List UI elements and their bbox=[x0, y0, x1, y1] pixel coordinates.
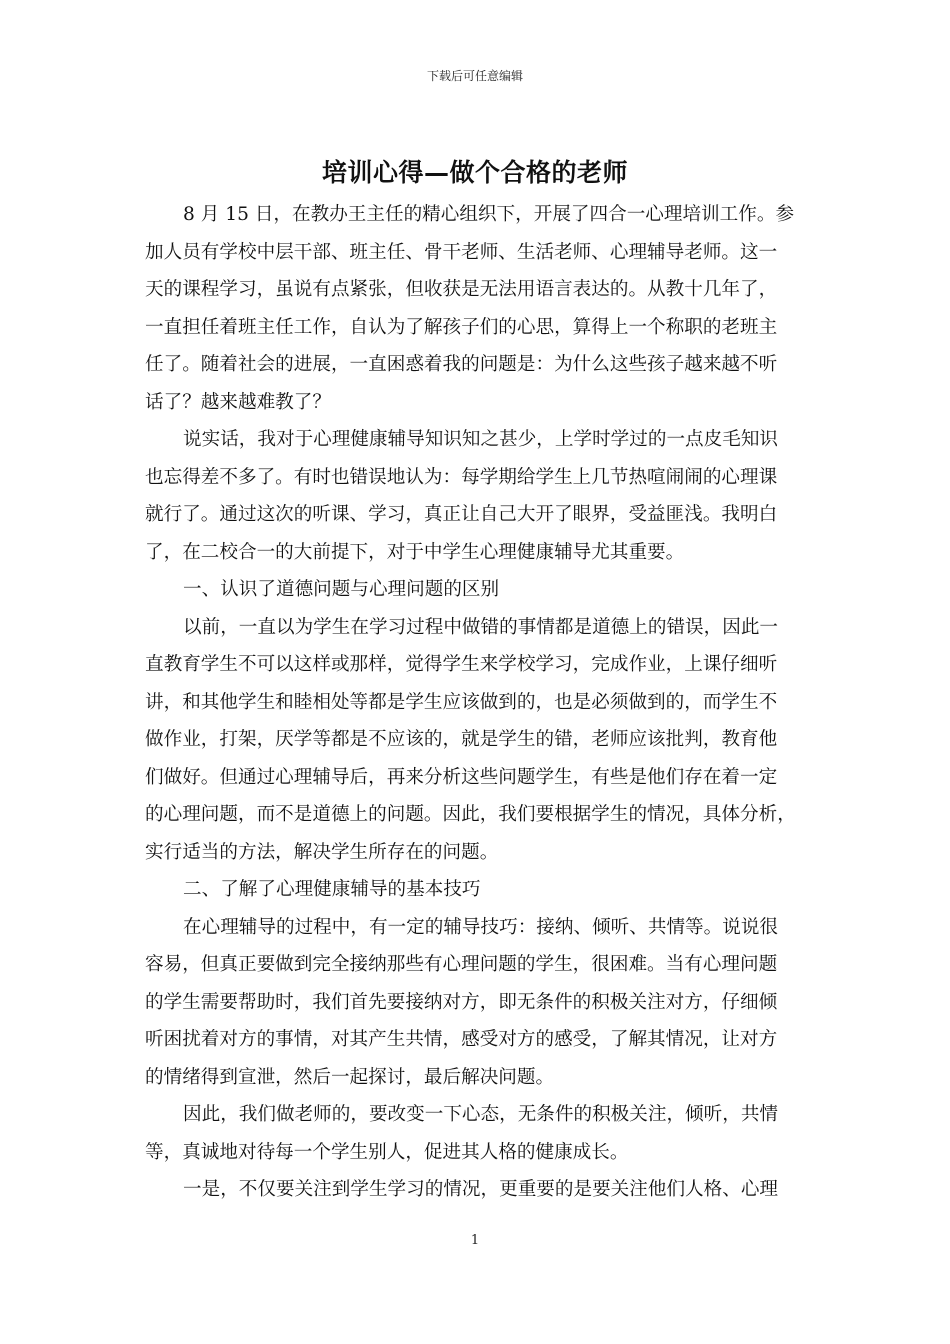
paragraph-line: 们做好。但通过心理辅导后，再来分析这些问题学生，有些是他们存在着一定 bbox=[145, 766, 778, 788]
paragraph-line: 话了？越来越难教了？ bbox=[145, 391, 331, 413]
document-title: 培训心得—做个合格的老师 bbox=[321, 158, 628, 187]
paragraph-line: 的情绪得到宣泄，然后一起探讨，最后解决问题。 bbox=[145, 1066, 555, 1088]
paragraph-line: 一直担任着班主任工作，自认为了解孩子们的心思，算得上一个称职的老班主 bbox=[145, 316, 778, 338]
paragraph-line: 听困扰着对方的事情，对其产生共情，感受对方的感受，了解其情况，让对方 bbox=[145, 1029, 778, 1050]
document-body bbox=[145, 196, 815, 1209]
paragraph-line: 任了。随着社会的进展，一直困惑着我的问题是：为什么这些孩子越来越不听 bbox=[145, 354, 778, 375]
paragraph-line: 实行适当的方法，解决学生所存在的问题。 bbox=[145, 841, 499, 863]
paragraph-line: 了，在二校合一的大前提下，对于中学生心理健康辅导尤其重要。 bbox=[145, 541, 685, 563]
paragraph-line: 容易，但真正要做到完全接纳那些有心理问题的学生，很困难。当有心理问题 bbox=[145, 954, 778, 975]
section-heading: 一、认识了道德问题与心理问题的区别 bbox=[183, 579, 500, 600]
paragraph-line: 天的课程学习，虽说有点紧张，但收获是无法用语言表达的。从教十几年了， bbox=[145, 279, 778, 300]
paragraph-line: 的心理问题，而不是道德上的问题。因此，我们要根据学生的情况，具体分析， bbox=[145, 804, 796, 825]
paragraph-line: 加人员有学校中层干部、班主任、骨干老师、生活老师、心理辅导老师。这一 bbox=[145, 241, 778, 263]
header-note: 下载后可任意编辑 bbox=[426, 69, 523, 83]
page-number: 1 bbox=[470, 1233, 480, 1248]
paragraph-line: 直教育学生不可以这样或那样，觉得学生来学校学习，完成作业，上课仔细听 bbox=[145, 654, 778, 675]
paragraph-line: 在心理辅导的过程中，有一定的辅导技巧：接纳、倾听、共情等。说说很 bbox=[183, 916, 779, 938]
paragraph-line: 一是，不仅要关注到学生学习的情况，更重要的是要关注他们人格、心理 bbox=[183, 1179, 779, 1200]
paragraph-line: 等，真诚地对待每一个学生别人，促进其人格的健康成长。 bbox=[145, 1141, 629, 1163]
paragraph-line: 因此，我们做老师的，要改变一下心态，无条件的积极关注，倾听，共情 bbox=[183, 1104, 779, 1125]
paragraph-line: 说实话，我对于心理健康辅导知识知之甚少，上学时学过的一点皮毛知识 bbox=[183, 429, 779, 450]
paragraph-line: 也忘得差不多了。有时也错误地认为：每学期给学生上几节热喧闹闹的心理课 bbox=[145, 466, 778, 488]
paragraph-line: 讲，和其他学生和睦相处等都是学生应该做到的，也是必须做到的，而学生不 bbox=[145, 691, 778, 713]
paragraph-line: 8 月 15 日，在教办王主任的精心组织下，开展了四合一心理培训工作。参 bbox=[183, 204, 795, 225]
paragraph-line: 就行了。通过这次的听课、学习，真正让自己大开了眼界，受益匪浅。我明白 bbox=[145, 504, 778, 525]
paragraph-line: 的学生需要帮助时，我们首先要接纳对方，即无条件的积极关注对方，仔细倾 bbox=[145, 991, 778, 1013]
section-heading: 二、了解了心理健康辅导的基本技巧 bbox=[183, 879, 481, 900]
paragraph-line: 以前，一直以为学生在学习过程中做错的事情都是道德上的错误，因此一 bbox=[183, 616, 779, 638]
paragraph-line: 做作业，打架，厌学等都是不应该的，就是学生的错，老师应该批判，教育他 bbox=[145, 729, 778, 750]
